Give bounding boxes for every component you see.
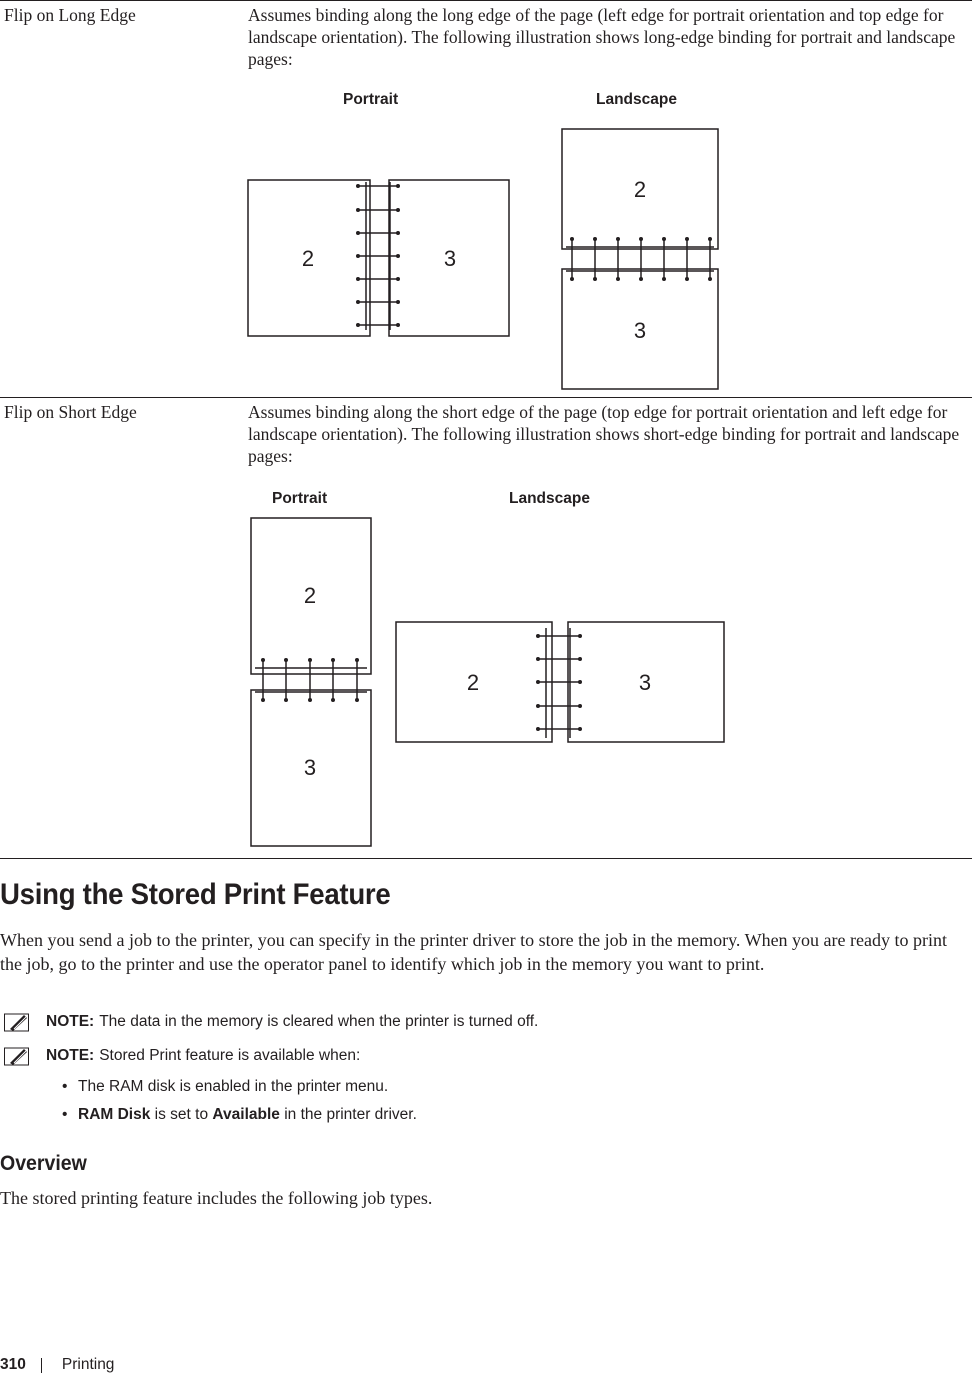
note-text: Stored Print feature is available when: <box>99 1047 361 1064</box>
short-edge-portrait-num-3: 3 <box>303 755 317 780</box>
long-edge-portrait-num-3: 3 <box>443 246 457 271</box>
bullet-term: RAM Disk <box>78 1106 151 1123</box>
overview-text: The stored printing feature includes the following job types. <box>0 1188 433 1208</box>
row-description-short-edge: Assumes binding along the short edge of the page (top edge for portrait orientation and left edge for landscape orientation). The following illustration shows short-edge binding for portrait and landscape pages: <box>248 402 960 466</box>
section-intro: When you send a job to the printer, you can specify in the printer driver to store the job in the memory. When you are ready to print the job, go to the printer and use the operator panel to identify which job in the memory you want to print. <box>0 930 948 974</box>
table-top-rule <box>0 0 972 1</box>
short-edge-binding-illustration <box>240 510 740 855</box>
long-edge-binding-illustration <box>240 120 730 400</box>
note-prefix: NOTE: <box>46 1047 95 1064</box>
bullet-value: Available <box>212 1106 280 1123</box>
short-edge-landscape-num-2: 2 <box>466 670 480 695</box>
short-edge-portrait-num-2: 2 <box>303 583 317 608</box>
bullet-ram-disk-enabled <box>62 1078 388 1096</box>
long-edge-portrait-num-2: 2 <box>301 246 315 271</box>
row-label-short-edge: Flip on Short Edge <box>4 402 137 422</box>
table-row-divider <box>0 397 972 398</box>
bullet-mid: is set to <box>154 1106 209 1123</box>
page-footer <box>0 1356 114 1374</box>
row-description-long-edge: Assumes binding along the long edge of the page (left edge for portrait orientation and top edge for landscape orientation). The following illustration shows long-edge binding for portrait and landscape pages: <box>248 5 956 69</box>
long-edge-landscape-num-2: 2 <box>633 177 647 202</box>
short-edge-landscape-label: Landscape <box>509 490 590 507</box>
table-bottom-rule <box>0 858 972 859</box>
short-edge-landscape-num-3: 3 <box>638 670 652 695</box>
bullet-end: in the printer driver. <box>284 1106 417 1123</box>
overview-title: Overview <box>0 1152 87 1175</box>
bullet-dot-icon: • <box>62 1078 68 1095</box>
bullet-ram-disk-available <box>62 1106 417 1124</box>
long-edge-landscape-num-3: 3 <box>633 318 647 343</box>
note-text: The data in the memory is cleared when the printer is turned off. <box>99 1013 539 1030</box>
bullet-dot-icon: • <box>62 1106 68 1123</box>
section-title: Using the Stored Print Feature <box>0 878 391 911</box>
footer-section: Printing <box>61 1356 115 1373</box>
note-stored-print-availability <box>4 1046 360 1066</box>
note-memory-cleared <box>4 1012 538 1032</box>
long-edge-landscape-label: Landscape <box>596 91 677 108</box>
row-label-long-edge: Flip on Long Edge <box>4 5 136 25</box>
note-prefix: NOTE: <box>46 1013 95 1030</box>
note-pencil-icon <box>4 1046 30 1066</box>
page-number: 310 <box>0 1356 26 1373</box>
footer-separator <box>41 1358 42 1373</box>
long-edge-portrait-label: Portrait <box>343 91 399 108</box>
note-pencil-icon <box>4 1012 30 1032</box>
bullet-text: The RAM disk is enabled in the printer menu. <box>78 1078 389 1095</box>
short-edge-portrait-label: Portrait <box>272 490 328 507</box>
